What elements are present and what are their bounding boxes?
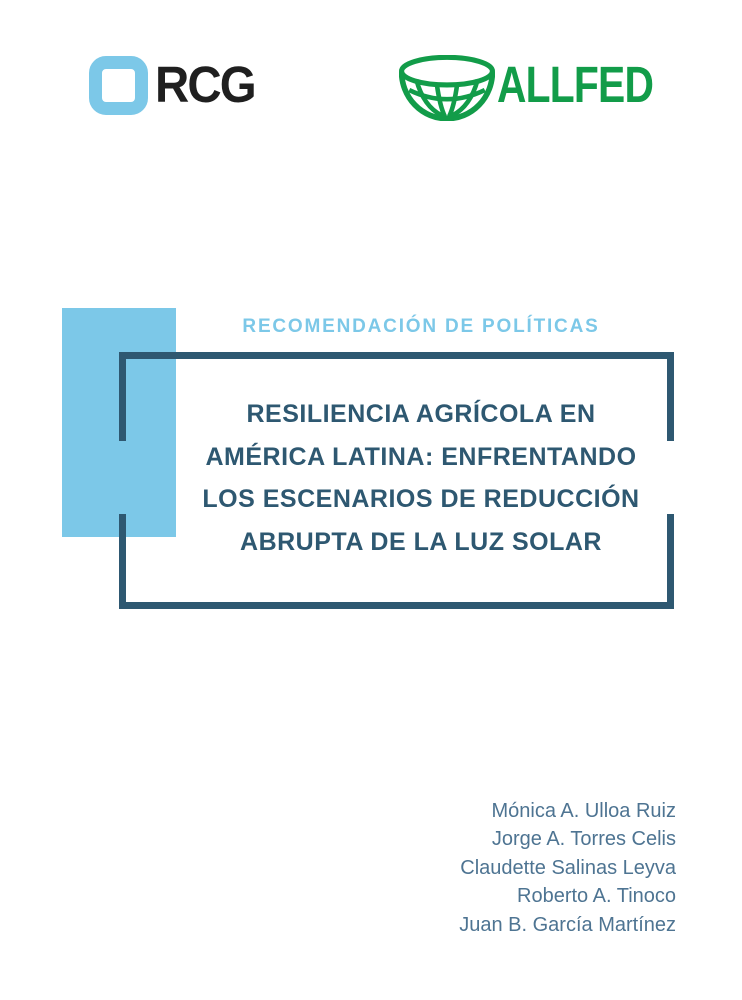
- title-line: AMÉRICA LATINA: ENFRENTANDO: [205, 442, 637, 471]
- title-frame-bottom: [119, 602, 674, 609]
- author-name: Roberto A. Tinoco: [517, 885, 676, 908]
- rcg-logo-text: RCG: [155, 56, 255, 113]
- rcg-square-icon: [89, 56, 148, 115]
- title-frame-left-lower: [119, 514, 126, 609]
- author-name: Claudette Salinas Leyva: [460, 856, 676, 879]
- title-frame-left-upper: [119, 352, 126, 441]
- title-line: LOS ESCENARIOS DE REDUCCIÓN: [202, 485, 640, 513]
- document-title: [170, 393, 672, 563]
- author-name: Juan B. García Martínez: [459, 913, 676, 936]
- eyebrow-label: RECOMENDACIÓN DE POLÍTICAS: [242, 316, 600, 337]
- title-line: ABRUPTA DE LA LUZ SOLAR: [240, 527, 602, 556]
- allfed-globe-bowl-icon: [399, 55, 495, 121]
- title-frame-top: [119, 352, 674, 359]
- author-name: Mónica A. Ulloa Ruiz: [491, 800, 676, 822]
- authors-list: [459, 797, 676, 939]
- allfed-logo-text: ALLFED: [497, 56, 654, 113]
- author-name: Jorge A. Torres Celis: [491, 828, 676, 851]
- title-line: RESILIENCIA AGRÍCOLA EN: [246, 400, 596, 428]
